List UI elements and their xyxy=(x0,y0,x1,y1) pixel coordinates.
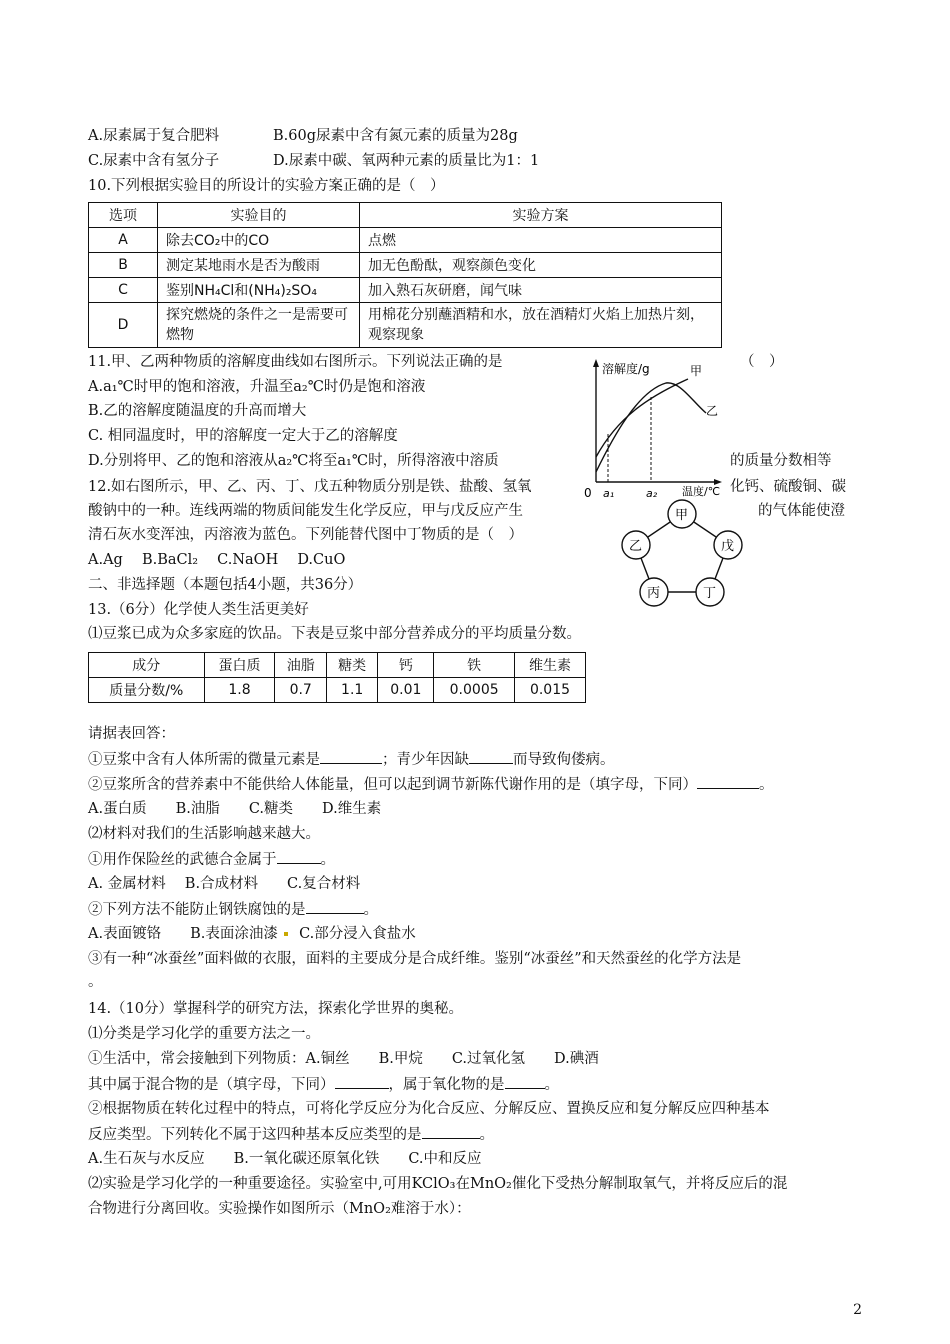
q13-part2: ⑵材料对我们的生活影响越来越大。 xyxy=(88,826,320,842)
node-ding: 丁 xyxy=(703,586,717,601)
q14-part1-sub2: ②根据物质在转化过程中的特点，可将化学反应分为化合反应、分解反应、置换反应和复分解反应四种基本 xyxy=(88,1101,770,1117)
q10-header-plan: 实验方案 xyxy=(360,203,722,228)
table-cell: 鉴别NH₄Cl和(NH₄)₂SO₄ xyxy=(158,278,360,303)
q14-part1-sub1-ask-text-2: ，属于氧化物的是 xyxy=(388,1077,505,1093)
answer-blank[interactable] xyxy=(320,749,382,764)
q13-part2-sub1-options: A. 金属材料 B.合成材料 C.复合材料 xyxy=(88,876,361,892)
table-cell: 质量分数/% xyxy=(89,678,205,703)
q13-sub2-text: ②豆浆所含的营养素中不能供给人体能量，但可以起到调节新陈代谢作用的是（填字母，下同） xyxy=(88,777,697,793)
table-cell: 探究燃烧的条件之一是需要可燃物 xyxy=(158,303,360,348)
table-cell: 0.0005 xyxy=(434,678,515,703)
table-cell: 点燃 xyxy=(360,228,722,253)
q9-option-a: A.尿素属于复合肥料 xyxy=(88,128,220,144)
q13-part2-sub1-text: ①用作保险丝的武德合金属于 xyxy=(88,852,277,868)
page-number: 2 xyxy=(853,1302,862,1318)
table-cell: 1.1 xyxy=(326,678,377,703)
q12-line-1: 12.如右图所示，甲、乙、丙、丁、戊五种物质分别是铁、盐酸、氢氧 xyxy=(88,479,532,495)
solubility-curve-figure xyxy=(568,357,728,502)
answer-blank[interactable] xyxy=(335,1074,389,1089)
pentagon-diagram xyxy=(610,497,760,609)
q14-part1: ⑴分类是学习化学的重要方法之一。 xyxy=(88,1026,320,1042)
q13-part2-sub1 xyxy=(88,849,335,870)
table-cell: 1.8 xyxy=(204,678,275,703)
table-header: 铁 xyxy=(434,653,515,678)
q11-option-c: C. 相同温度时，甲的溶解度一定大于乙的溶解度 xyxy=(88,428,398,444)
table-cell: 测定某地雨水是否为酸雨 xyxy=(158,253,360,278)
q11-option-d-cont: 的质量分数相等 xyxy=(730,453,832,469)
solubility-xlabel: 温度/℃ xyxy=(682,485,721,498)
node-yi: 乙 xyxy=(629,539,643,554)
table-row xyxy=(89,303,722,348)
table-header: 钙 xyxy=(378,653,434,678)
answer-blank[interactable] xyxy=(277,849,321,864)
table-header: 蛋白质 xyxy=(204,653,275,678)
table-cell: D xyxy=(89,303,158,348)
q14-part1-sub1-ask-end: 。 xyxy=(544,1077,559,1093)
q11-stem: 11.甲、乙两种物质的溶解度曲线如右图所示。下列说法正确的是 xyxy=(88,354,503,370)
q13-part2-sub2-opts-ab: A.表面镀铬 B.表面涂油漆 xyxy=(88,926,278,942)
q13-sub2-options: A.蛋白质 B.油脂 C.糖类 D.维生素 xyxy=(88,801,382,817)
q13-sub2-end: 。 xyxy=(759,777,774,793)
q14-part1-sub2-options: A.生石灰与水反应 B.一氧化碳还原氧化铁 C.中和反应 xyxy=(88,1151,482,1167)
node-bing: 丙 xyxy=(647,586,661,601)
q10-table xyxy=(88,202,722,348)
solubility-ylabel: 溶解度/g xyxy=(602,362,650,376)
q13-part2-sub2-text: ②下列方法不能防止钢铁腐蚀的是 xyxy=(88,902,306,918)
q13-part2-sub2-opt-c: C.部分浸入食盐水 xyxy=(299,926,416,942)
q13-nutrition-table xyxy=(88,652,586,703)
table-header: 成分 xyxy=(89,653,205,678)
q10-header-option: 选项 xyxy=(89,203,158,228)
answer-blank[interactable] xyxy=(697,774,759,789)
table-cell: 0.015 xyxy=(514,678,585,703)
q9-option-b: B.60g尿素中含有氮元素的质量为28g xyxy=(273,128,518,144)
table-header: 维生素 xyxy=(514,653,585,678)
q13-stem: 13.（6分）化学使人类生活更美好 xyxy=(88,602,309,618)
q14-part1-sub2-ask-text: 反应类型。下列转化不属于这四种基本反应类型的是 xyxy=(88,1127,422,1143)
q14-part1-sub1: ①生活中，常会接触到下列物质：A.铜丝 B.甲烷 C.过氧化氢 D.碘酒 xyxy=(88,1051,599,1067)
q14-part2-line2: 合物进行分离回收。实验操作如图所示（MnO₂难溶于水）： xyxy=(88,1201,471,1217)
q12-line-3: 清石灰水变浑浊，丙溶液为蓝色。下列能替代图中丁物质的是（ ） xyxy=(88,527,523,543)
q13-part2-sub2 xyxy=(88,899,378,920)
q12-line-2-cont: 的气体能使澄 xyxy=(758,503,845,519)
q13-part2-sub2-options xyxy=(88,924,416,944)
table-row xyxy=(89,678,586,703)
node-wu: 戊 xyxy=(721,539,735,554)
q13-sub1-text-2: ；青少年因缺 xyxy=(382,752,469,768)
answer-blank[interactable] xyxy=(306,899,364,914)
table-header: 油脂 xyxy=(275,653,326,678)
q9-line-1 xyxy=(88,126,518,146)
answer-blank[interactable] xyxy=(422,1124,480,1139)
q12-line-2: 酸钠中的一种。连线两端的物质间能发生化学反应，甲与戊反应产生 xyxy=(88,503,523,519)
q13-part1: ⑴豆浆已成为众多家庭的饮品。下表是豆浆中部分营养成分的平均质量分数。 xyxy=(88,626,581,642)
decorative-dot xyxy=(284,932,288,936)
q11-answer-paren: （ ） xyxy=(740,354,784,370)
solubility-series-jia: 甲 xyxy=(690,364,703,378)
q13-part2-sub3: ③有一种“冰蚕丝”面料做的衣服，面料的主要成分是合成纤维。鉴别“冰蚕丝”和天然蚕丝的化学方法是 xyxy=(88,951,742,967)
q9-option-c: C.尿素中含有氢分子 xyxy=(88,153,220,169)
q13-answer-prompt: 请据表回答： xyxy=(88,726,175,742)
q14-part1-sub1-ask xyxy=(88,1074,559,1095)
table-cell: A xyxy=(89,228,158,253)
table-row xyxy=(89,228,722,253)
q13-part2-sub2-end: 。 xyxy=(363,902,378,918)
table-cell: 0.01 xyxy=(378,678,434,703)
node-jia: 甲 xyxy=(675,508,689,523)
q10-header-purpose: 实验目的 xyxy=(158,203,360,228)
answer-blank[interactable] xyxy=(469,749,513,764)
table-row xyxy=(89,253,722,278)
q11-option-b: B.乙的溶解度随温度的升高而增大 xyxy=(88,403,307,419)
q9-line-2 xyxy=(88,151,540,171)
table-cell: 除去CO₂中的CO xyxy=(158,228,360,253)
table-cell: 加入熟石灰研磨，闻气味 xyxy=(360,278,722,303)
q12-line-1-cont: 化钙、硫酸铜、碳 xyxy=(730,479,846,495)
solubility-origin: 0 xyxy=(584,486,592,500)
solubility-a1: a₁ xyxy=(603,487,615,500)
solubility-series-yi: 乙 xyxy=(706,404,719,418)
q13-sub1 xyxy=(88,749,615,770)
q14-part2-line1: ⑵实验是学习化学的一种重要途径。实验室中,可用KClO₃在MnO₂催化下受热分解制取氧气，并将反应后的混 xyxy=(88,1176,788,1192)
q14-part1-sub2-ask xyxy=(88,1124,494,1145)
solubility-a2: a₂ xyxy=(646,487,658,500)
q14-stem: 14.（10分）掌握科学的研究方法，探索化学世界的奥秘。 xyxy=(88,1001,464,1017)
q11-option-a: A.a₁℃时甲的饱和溶液，升温至a₂℃时仍是饱和溶液 xyxy=(88,379,426,395)
section-2-heading: 二、非选择题（本题包括4小题，共36分） xyxy=(88,577,363,593)
table-cell: C xyxy=(89,278,158,303)
answer-blank[interactable] xyxy=(505,1074,545,1089)
q13-part2-sub1-end: 。 xyxy=(320,852,335,868)
q12-options: A.Ag B.BaCl₂ C.NaOH D.CuO xyxy=(88,552,346,568)
table-cell: B xyxy=(89,253,158,278)
q14-part1-sub2-ask-end: 。 xyxy=(479,1127,494,1143)
table-row xyxy=(89,278,722,303)
q14-part1-sub1-ask-text: 其中属于混合物的是（填字母，下同） xyxy=(88,1077,335,1093)
table-cell: 用棉花分别蘸酒精和水，放在酒精灯火焰上加热片刻，观察现象 xyxy=(360,303,722,348)
table-cell: 0.7 xyxy=(275,678,326,703)
table-header: 糖类 xyxy=(326,653,377,678)
q10-stem: 10.下列根据实验目的所设计的实验方案正确的是（ ） xyxy=(88,178,445,194)
table-cell: 加无色酚酞，观察颜色变化 xyxy=(360,253,722,278)
q13-sub2 xyxy=(88,774,774,795)
q13-sub1-text-3: 而导致佝偻病。 xyxy=(513,752,615,768)
q11-option-d: D.分别将甲、乙的饱和溶液从a₂℃将至a₁℃时，所得溶液中溶质 xyxy=(88,453,499,469)
q9-option-d: D.尿素中碳、氧两种元素的质量比为1：1 xyxy=(273,153,540,169)
q13-sub1-text: ①豆浆中含有人体所需的微量元素是 xyxy=(88,752,320,768)
q13-part2-sub3-end: 。 xyxy=(88,974,103,990)
